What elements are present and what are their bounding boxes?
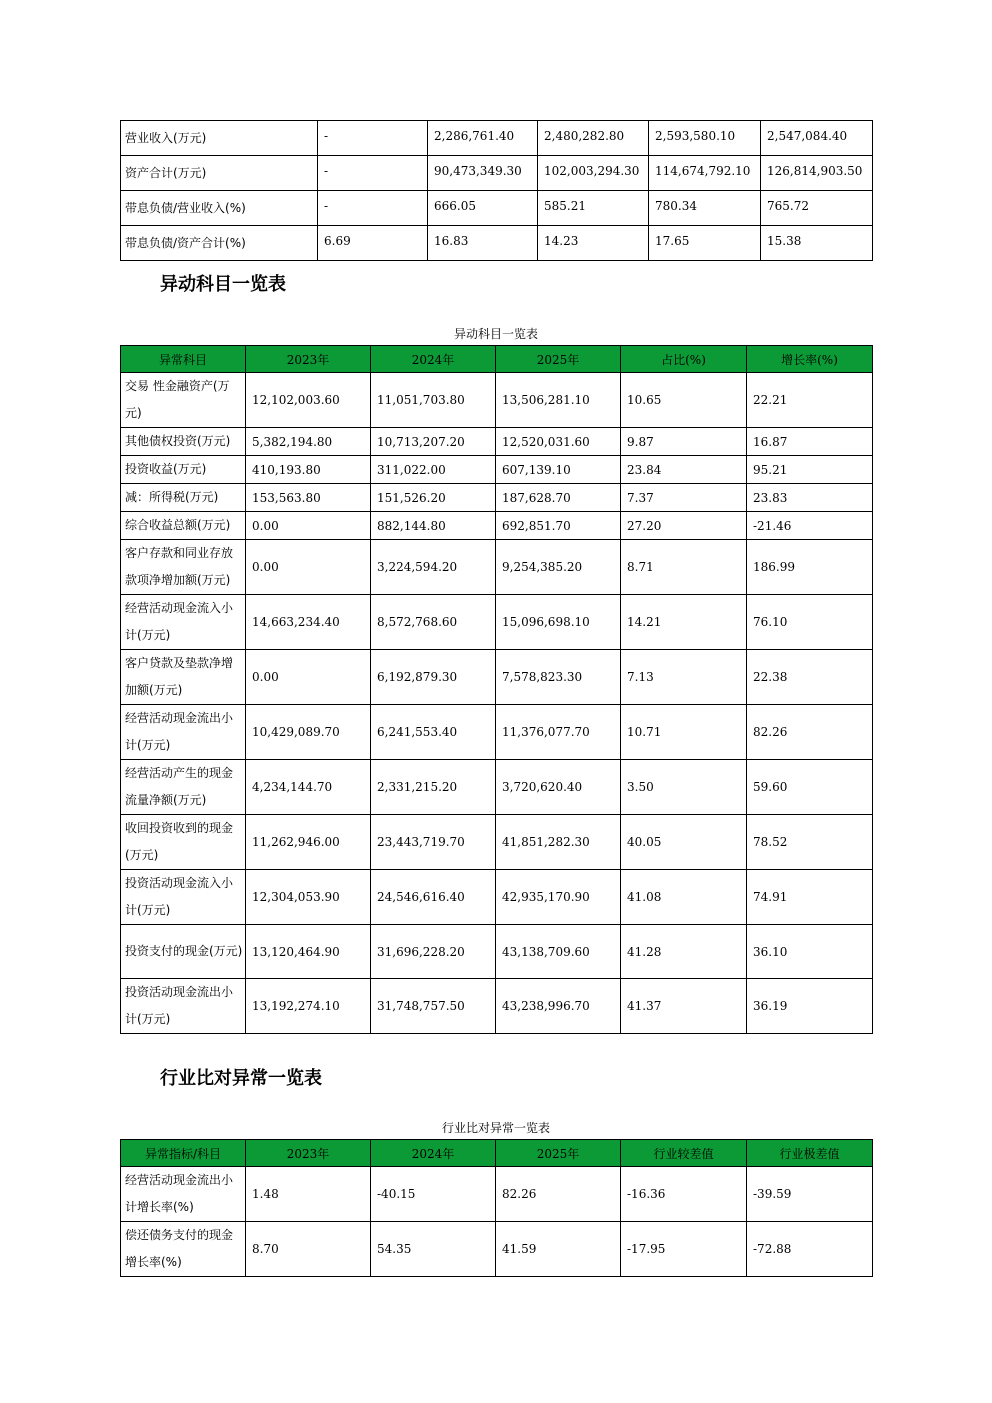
table-cell: -72.88: [747, 1222, 873, 1277]
column-header: 占比(%): [621, 346, 747, 373]
table-cell: 17.65: [649, 226, 761, 261]
table-cell: 187,628.70: [496, 484, 621, 512]
table-cell: 0.00: [246, 650, 371, 705]
table-row: [121, 456, 873, 484]
table-cell: 410,193.80: [246, 456, 371, 484]
table-caption-industry-comparison: 行业比对异常一览表: [441, 1121, 550, 1135]
table-cell: 2,547,084.40: [761, 121, 873, 156]
table-cell: 8.70: [246, 1222, 371, 1277]
table-cell: 114,674,792.10: [649, 156, 761, 191]
table-cell: 10.65: [621, 373, 747, 428]
table-row: [121, 428, 873, 456]
table-cell: 607,139.10: [496, 456, 621, 484]
table-cell: 22.38: [747, 650, 873, 705]
row-label: 其他债权投资(万元): [121, 428, 246, 456]
section-heading-industry-comparison: 行业比对异常一览表: [160, 1068, 322, 1089]
table-row: [121, 925, 873, 979]
table-cell: 0.00: [246, 540, 371, 595]
table-cell: -21.46: [747, 512, 873, 540]
table-row: [121, 760, 873, 815]
table-cell: 3,224,594.20: [371, 540, 496, 595]
table-row: [121, 226, 873, 261]
table-cell: 13,120,464.90: [246, 925, 371, 979]
table-cell: 2,331,215.20: [371, 760, 496, 815]
table-cell: 12,520,031.60: [496, 428, 621, 456]
table-cell: 7,578,823.30: [496, 650, 621, 705]
column-header: 行业极差值: [747, 1140, 873, 1167]
table-cell: 10.71: [621, 705, 747, 760]
table-cell: 6,192,879.30: [371, 650, 496, 705]
table-cell: 16.87: [747, 428, 873, 456]
table-cell: 311,022.00: [371, 456, 496, 484]
table-cell: 3,720,620.40: [496, 760, 621, 815]
table-cell: 36.19: [747, 979, 873, 1034]
table-cell: 7.13: [621, 650, 747, 705]
table-cell: 90,473,349.30: [428, 156, 538, 191]
table-cell: 22.21: [747, 373, 873, 428]
table-cell: 0.00: [246, 512, 371, 540]
row-label: 带息负债/营业收入(%): [121, 191, 318, 226]
table-cell: 23.83: [747, 484, 873, 512]
table-cell: 82.26: [496, 1167, 621, 1222]
row-label: 经营活动现金流出小计增长率(%): [121, 1167, 246, 1222]
row-label: 收回投资收到的现金(万元): [121, 815, 246, 870]
table-cell: 4,234,144.70: [246, 760, 371, 815]
table-cell: 765.72: [761, 191, 873, 226]
row-label: 资产合计(万元): [121, 156, 318, 191]
table-cell: 14.21: [621, 595, 747, 650]
table-cell: -: [318, 121, 428, 156]
table-cell: 14.23: [538, 226, 649, 261]
table-cell: 41.37: [621, 979, 747, 1034]
industry-comparison-table: [120, 1139, 873, 1277]
row-label: 经营活动现金流出小计(万元): [121, 705, 246, 760]
table-cell: 95.21: [747, 456, 873, 484]
table-cell: 31,748,757.50: [371, 979, 496, 1034]
row-label: 投资活动现金流入小计(万元): [121, 870, 246, 925]
industry-comparison-table-body: [121, 1167, 873, 1277]
table-cell: 54.35: [371, 1222, 496, 1277]
table-cell: 31,696,228.20: [371, 925, 496, 979]
column-header: 异常指标/科目: [121, 1140, 246, 1167]
row-label: 偿还债务支付的现金增长率(%): [121, 1222, 246, 1277]
table-cell: 59.60: [747, 760, 873, 815]
table-cell: -: [318, 191, 428, 226]
table-cell: 666.05: [428, 191, 538, 226]
table-row: [121, 1167, 873, 1222]
table-cell: -17.95: [621, 1222, 747, 1277]
table-cell: 43,138,709.60: [496, 925, 621, 979]
table-cell: 23,443,719.70: [371, 815, 496, 870]
anomaly-items-table-body: [121, 373, 873, 1034]
table-cell: -: [318, 156, 428, 191]
table-cell: 2,593,580.10: [649, 121, 761, 156]
table-cell: 10,713,207.20: [371, 428, 496, 456]
column-header: 2025年: [496, 346, 621, 373]
table-cell: 16.83: [428, 226, 538, 261]
table-cell: 11,376,077.70: [496, 705, 621, 760]
column-header: 2023年: [246, 1140, 371, 1167]
table-row: [121, 870, 873, 925]
table-cell: 13,506,281.10: [496, 373, 621, 428]
table-row: [121, 979, 873, 1034]
table-cell: 41.28: [621, 925, 747, 979]
table-cell: 27.20: [621, 512, 747, 540]
row-label: 投资收益(万元): [121, 456, 246, 484]
anomaly-items-table: [120, 345, 873, 1034]
column-header: 2024年: [371, 1140, 496, 1167]
table-row: [121, 156, 873, 191]
table-cell: 11,051,703.80: [371, 373, 496, 428]
table-row: [121, 540, 873, 595]
table-cell: 74.91: [747, 870, 873, 925]
row-label: 营业收入(万元): [121, 121, 318, 156]
table-cell: 585.21: [538, 191, 649, 226]
table-row: [121, 484, 873, 512]
summary-table: [120, 120, 873, 261]
table-cell: 2,480,282.80: [538, 121, 649, 156]
table-cell: 11,262,946.00: [246, 815, 371, 870]
table-cell: 24,546,616.40: [371, 870, 496, 925]
table-cell: 82.26: [747, 705, 873, 760]
table-cell: 78.52: [747, 815, 873, 870]
table-cell: 780.34: [649, 191, 761, 226]
table-cell: 126,814,903.50: [761, 156, 873, 191]
table-cell: 23.84: [621, 456, 747, 484]
table-cell: 36.10: [747, 925, 873, 979]
row-label: 经营活动现金流入小计(万元): [121, 595, 246, 650]
table-cell: 692,851.70: [496, 512, 621, 540]
table-cell: 2,286,761.40: [428, 121, 538, 156]
table-row: [121, 650, 873, 705]
table-row: [121, 1222, 873, 1277]
table-row: [121, 595, 873, 650]
column-header: 2023年: [246, 346, 371, 373]
row-label: 带息负债/资产合计(%): [121, 226, 318, 261]
table-cell: 882,144.80: [371, 512, 496, 540]
table-row: [121, 121, 873, 156]
table-cell: 43,238,996.70: [496, 979, 621, 1034]
table-row: [121, 705, 873, 760]
table-cell: 1.48: [246, 1167, 371, 1222]
table-cell: 41.59: [496, 1222, 621, 1277]
table-row: [121, 512, 873, 540]
column-header: 2025年: [496, 1140, 621, 1167]
table-cell: 153,563.80: [246, 484, 371, 512]
table-row: [121, 815, 873, 870]
column-header: 异常科目: [121, 346, 246, 373]
table-cell: 9,254,385.20: [496, 540, 621, 595]
table-cell: 10,429,089.70: [246, 705, 371, 760]
table-header-row: [121, 346, 873, 373]
table-cell: 6,241,553.40: [371, 705, 496, 760]
column-header: 增长率(%): [747, 346, 873, 373]
row-label: 交易 性金融资产(万元): [121, 373, 246, 428]
summary-table-body: [121, 121, 873, 261]
row-label: 投资支付的现金(万元): [121, 925, 246, 979]
table-row: [121, 373, 873, 428]
table-cell: 6.69: [318, 226, 428, 261]
table-cell: 8,572,768.60: [371, 595, 496, 650]
row-label: 客户贷款及垫款净增加额(万元): [121, 650, 246, 705]
table-cell: -39.59: [747, 1167, 873, 1222]
table-cell: 41.08: [621, 870, 747, 925]
table-cell: 41,851,282.30: [496, 815, 621, 870]
table-cell: 12,102,003.60: [246, 373, 371, 428]
row-label: 减：所得税(万元): [121, 484, 246, 512]
table-cell: 9.87: [621, 428, 747, 456]
table-cell: -16.36: [621, 1167, 747, 1222]
table-cell: 42,935,170.90: [496, 870, 621, 925]
table-cell: 5,382,194.80: [246, 428, 371, 456]
table-cell: 13,192,274.10: [246, 979, 371, 1034]
row-label: 经营活动产生的现金流量净额(万元): [121, 760, 246, 815]
row-label: 投资活动现金流出小计(万元): [121, 979, 246, 1034]
table-cell: 3.50: [621, 760, 747, 815]
table-cell: -40.15: [371, 1167, 496, 1222]
table-caption-anomaly-items: 异动科目一览表: [453, 327, 538, 341]
column-header: 2024年: [371, 346, 496, 373]
table-cell: 12,304,053.90: [246, 870, 371, 925]
table-cell: 15.38: [761, 226, 873, 261]
table-cell: 8.71: [621, 540, 747, 595]
table-cell: 102,003,294.30: [538, 156, 649, 191]
table-cell: 40.05: [621, 815, 747, 870]
table-header-row: [121, 1140, 873, 1167]
table-cell: 7.37: [621, 484, 747, 512]
table-cell: 76.10: [747, 595, 873, 650]
section-heading-anomaly-items: 异动科目一览表: [160, 274, 286, 295]
table-cell: 15,096,698.10: [496, 595, 621, 650]
table-cell: 151,526.20: [371, 484, 496, 512]
column-header: 行业较差值: [621, 1140, 747, 1167]
row-label: 客户存款和同业存放款项净增加额(万元): [121, 540, 246, 595]
table-cell: 14,663,234.40: [246, 595, 371, 650]
row-label: 综合收益总额(万元): [121, 512, 246, 540]
table-row: [121, 191, 873, 226]
table-cell: 186.99: [747, 540, 873, 595]
